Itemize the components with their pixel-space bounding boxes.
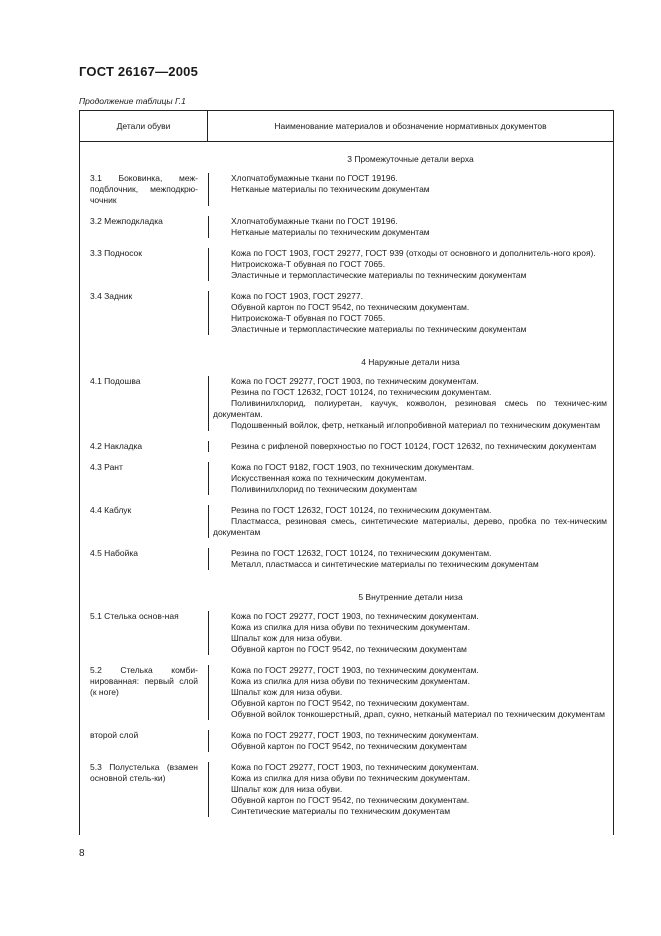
material-line: Искусственная кожа по техническим документам. bbox=[231, 473, 427, 483]
table-row bbox=[80, 730, 613, 752]
material-line: Резина по ГОСТ 12632, ГОСТ 10124, по техническим документам. bbox=[231, 505, 492, 515]
material-line: Эластичные и термопластические материалы по техническим документам bbox=[231, 324, 527, 334]
part-name-cell: 4.2 Накладка bbox=[90, 441, 143, 451]
section-title: 5 Внутренние детали низа bbox=[358, 592, 463, 602]
material-line: Кожа из спилка для низа обуви по техническим документам. bbox=[231, 622, 470, 632]
section-title: 4 Наружные детали низа bbox=[361, 357, 460, 367]
table-row bbox=[80, 665, 613, 720]
table-row bbox=[80, 376, 613, 431]
table-body bbox=[80, 142, 613, 827]
column-divider bbox=[208, 248, 209, 281]
column-divider bbox=[208, 611, 209, 655]
column-divider bbox=[208, 505, 209, 538]
material-line: Подошвенный войлок, фетр, нетканый иглопробивной материал по техническим документам bbox=[231, 420, 601, 430]
materials-cell bbox=[213, 248, 607, 281]
part-name-cell: 4.3 Рант bbox=[90, 462, 123, 472]
materials-cell bbox=[213, 216, 607, 238]
column-header-parts: Детали обуви bbox=[80, 111, 208, 142]
material-line: Кожа по ГОСТ 29277, ГОСТ 1903, по техническим документам. bbox=[231, 730, 479, 740]
material-line: Нитроискожа-Т обувная по ГОСТ 7065. bbox=[231, 313, 386, 323]
material-line: Резина по ГОСТ 12632, ГОСТ 10124, по техническим документам. bbox=[231, 387, 492, 397]
part-name-cell: 3.1 Боковинка, меж-подблочник, межподкрю-чочник bbox=[90, 173, 198, 205]
material-line: Синтетические материалы по техническим документам bbox=[231, 806, 451, 816]
materials-cell bbox=[213, 548, 607, 570]
column-divider bbox=[208, 173, 209, 206]
column-divider bbox=[208, 462, 209, 495]
material-line: Кожа по ГОСТ 1903, ГОСТ 29277. bbox=[231, 291, 363, 301]
materials-cell bbox=[213, 505, 607, 538]
column-divider bbox=[208, 216, 209, 238]
column-header-materials: Наименование материалов и обозначение нормативных документов bbox=[274, 121, 547, 131]
material-line: Нетканые материалы по техническим документам bbox=[231, 227, 430, 237]
column-divider bbox=[208, 548, 209, 570]
material-line: Кожа по ГОСТ 1903, ГОСТ 29277, ГОСТ 939 (отходы от основного и дополнитель-ного кроя). bbox=[231, 248, 596, 258]
material-line: Шпальт кож для низа обуви. bbox=[231, 687, 343, 697]
part-name-cell: 5.3 Полустелька (взамен основной стель-ки) bbox=[90, 762, 198, 783]
material-line: Обувной войлок тонкошерстный, драп, сукно, нетканый материал по техническим документам bbox=[231, 709, 606, 719]
column-divider bbox=[208, 730, 209, 752]
part-name-cell: 4.4 Каблук bbox=[90, 505, 132, 515]
part-name-cell: 5.2 Стелька комби-нированная: первый слой (к ноге) bbox=[90, 665, 198, 697]
material-line: Кожа из спилка для низа обуви по техническим документам. bbox=[231, 773, 470, 783]
part-name-cell: второй слой bbox=[90, 730, 139, 740]
material-line: Нитроискожа-Т обувная по ГОСТ 7065. bbox=[231, 259, 386, 269]
material-line: Поливинилхлорид по техническим документам bbox=[231, 484, 417, 494]
table-row bbox=[80, 216, 613, 238]
material-line: Кожа из спилка для низа обуви по техническим документам. bbox=[231, 676, 470, 686]
table-row bbox=[80, 441, 613, 452]
material-line: Обувной картон по ГОСТ 9542, по техническим документам. bbox=[231, 795, 470, 805]
material-line: Нетканые материалы по техническим документам bbox=[231, 184, 430, 194]
material-line: Обувной картон по ГОСТ 9542, по техническим документам bbox=[231, 644, 467, 654]
material-line: Кожа по ГОСТ 29277, ГОСТ 1903, по техническим документам. bbox=[231, 376, 479, 386]
column-divider bbox=[208, 291, 209, 335]
part-name-cell: 4.1 Подошва bbox=[90, 376, 141, 386]
materials-cell bbox=[213, 441, 607, 452]
part-name-cell: 5.1 Стелька основ-ная bbox=[90, 611, 179, 621]
materials-cell bbox=[213, 611, 607, 655]
table-continuation-caption: Продолжение таблицы Г.1 bbox=[79, 96, 186, 106]
column-divider bbox=[208, 441, 209, 452]
section-title: 3 Промежуточные детали верха bbox=[347, 154, 474, 164]
part-name-cell: 3.3 Подносок bbox=[90, 248, 143, 258]
material-line: Резина с рифленой поверхностью по ГОСТ 10124, ГОСТ 12632, по техническим документам bbox=[231, 441, 597, 451]
materials-cell bbox=[213, 291, 607, 335]
material-line: Кожа по ГОСТ 29277, ГОСТ 1903, по техническим документам. bbox=[231, 665, 479, 675]
table-row bbox=[80, 462, 613, 495]
material-line: Кожа по ГОСТ 9182, ГОСТ 1903, по техническим документам. bbox=[231, 462, 475, 472]
material-line: Эластичные и термопластические материалы по техническим документам bbox=[231, 270, 527, 280]
material-line: Металл, пластмасса и синтетические материалы по техническим документам bbox=[231, 559, 539, 569]
materials-cell bbox=[213, 730, 607, 752]
material-line: Шпальт кож для низа обуви. bbox=[231, 633, 343, 643]
table-header bbox=[80, 111, 613, 142]
material-line: Обувной картон по ГОСТ 9542, по техническим документам. bbox=[231, 698, 470, 708]
material-line: Резина по ГОСТ 12632, ГОСТ 10124, по техническим документам. bbox=[231, 548, 492, 558]
materials-cell bbox=[213, 462, 607, 495]
material-line: Кожа по ГОСТ 29277, ГОСТ 1903, по техническим документам. bbox=[231, 611, 479, 621]
materials-table bbox=[79, 110, 614, 835]
table-row bbox=[80, 505, 613, 538]
document-title: ГОСТ 26167—2005 bbox=[79, 64, 198, 79]
part-name-cell: 3.2 Межподкладка bbox=[90, 216, 163, 226]
materials-cell bbox=[213, 665, 607, 720]
material-line: Поливинилхлорид, полиуретан, каучук, кожволон, резиновая смесь по техничес-ким документам. bbox=[213, 398, 607, 419]
materials-cell bbox=[213, 376, 607, 431]
table-row bbox=[80, 291, 613, 335]
table-row bbox=[80, 548, 613, 570]
material-line: Хлопчатобумажные ткани по ГОСТ 19196. bbox=[231, 173, 398, 183]
column-divider bbox=[208, 762, 209, 817]
column-divider bbox=[208, 376, 209, 431]
table-row bbox=[80, 611, 613, 655]
material-line: Обувной картон по ГОСТ 9542, по техническим документам. bbox=[231, 302, 470, 312]
table-row bbox=[80, 248, 613, 281]
material-line: Пластмасса, резиновая смесь, синтетические материалы, дерево, пробка по тех-ническим документам bbox=[213, 516, 607, 537]
material-line: Шпальт кож для низа обуви. bbox=[231, 784, 343, 794]
page-number: 8 bbox=[79, 848, 85, 859]
column-divider bbox=[208, 665, 209, 720]
materials-cell bbox=[213, 173, 607, 206]
material-line: Кожа по ГОСТ 29277, ГОСТ 1903, по техническим документам. bbox=[231, 762, 479, 772]
material-line: Хлопчатобумажные ткани по ГОСТ 19196. bbox=[231, 216, 398, 226]
part-name-cell: 4.5 Набойка bbox=[90, 548, 139, 558]
material-line: Обувной картон по ГОСТ 9542, по техническим документам bbox=[231, 741, 467, 751]
part-name-cell: 3.4 Задник bbox=[90, 291, 133, 301]
table-row bbox=[80, 173, 613, 206]
table-row bbox=[80, 762, 613, 817]
materials-cell bbox=[213, 762, 607, 817]
